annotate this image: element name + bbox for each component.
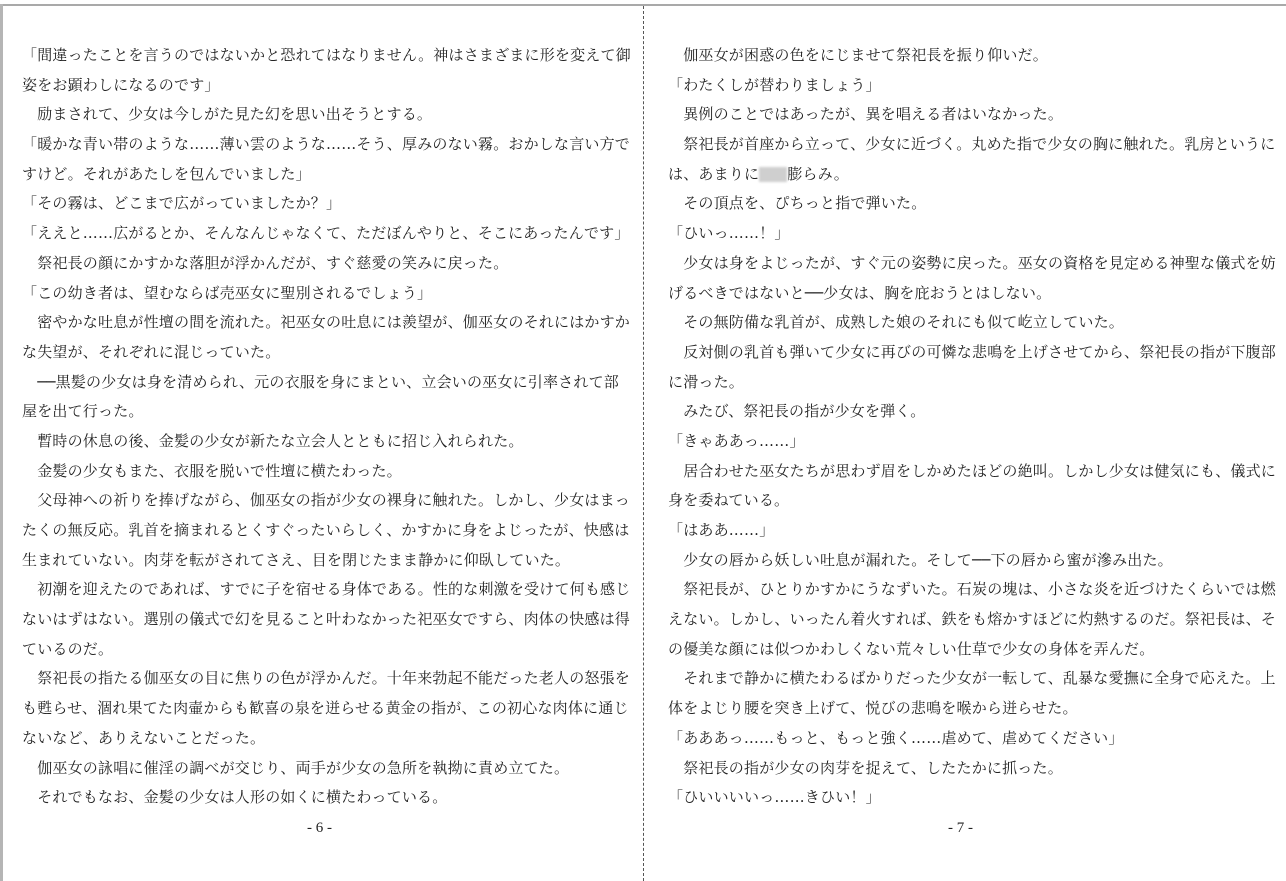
text-line: みたび、祭祀長の指が少女を弾く。	[668, 402, 926, 421]
text-line: 祭祀長が首座から立って、少女に近づく。丸めた指で少女の胸に触れた。乳房というに	[668, 135, 1276, 154]
text-line: に滑った。	[668, 372, 745, 391]
text-line: 反対側の乳首も弾いて少女に再びの可憐な悲鳴を上げさせてから、祭祀長の指が下腹部	[668, 342, 1277, 361]
text-line: 生まれていない。肉芽を転がされてさえ、目を閉じたまま静かに仰臥していた。	[22, 550, 571, 569]
text-line: 体をよじり腰を突き上げて、悦びの悲鳴を喉から迸らせた。	[668, 699, 1078, 718]
text-line: それでもなお、金髪の少女は人形の如くに横たわっている。	[22, 788, 448, 807]
text-line: 「暖かな青い帯のような……薄い雲のような……そう、厚みのない霧。おかしな言い方で	[22, 135, 631, 154]
text-line: 「その霧は、どこまで広がっていましたか？」	[22, 194, 342, 213]
text-line: も甦らせ、涸れ果てた肉壷からも歓喜の泉を迸らせる黄金の指が、この初心な肉体に通じ	[22, 699, 629, 718]
text-line: 少女は身をよじったが、すぐ元の姿勢に戻った。巫女の資格を見定める神聖な儀式を妨	[668, 253, 1277, 272]
page-6-body	[22, 41, 632, 813]
text-line: 姿をお顕わしになるのです」	[22, 75, 220, 94]
text-line: ないなど、ありえないことだった。	[22, 728, 266, 747]
text-line: 密やかな吐息が性壇の間を流れた。祀巫女の吐息には羨望が、伽巫女のそれにはかすか	[22, 313, 631, 332]
text-line: ──黒髪の少女は身を清められ、元の衣服を身にまとい、立会いの巫女に引率されて部	[22, 372, 619, 391]
text-line: 父母神への祈りを捧げながら、伽巫女の指が少女の裸身に触れた。しかし、少女はまっ	[22, 491, 631, 510]
text-line: 「ええと……広がるとか、そんなんじゃなくて、ただぼんやりと、そこにあったんです」	[22, 224, 630, 243]
text-line: 「この幼き者は、望むならば売巫女に聖別されるでしょう」	[22, 283, 433, 302]
text-line: な失望が、それぞれに混じっていた。	[22, 342, 281, 361]
text-line: 「はああ……」	[668, 521, 775, 539]
text-line: 「間違ったことを言うのではないかと恐れてはなりません。神はさまざまに形を変えて御	[22, 46, 631, 64]
text-line: ているのだ。	[22, 639, 114, 658]
page-7-body	[668, 41, 1278, 813]
page-left-border	[0, 4, 3, 881]
text-line: たくの無反応。乳首を摘まれるとくすぐったいらしく、かすかに身をよじったが、快感は	[22, 521, 630, 539]
text-line: 「わたくしが替わりましょう」	[668, 75, 881, 94]
text-line: 初潮を迎えたのであれば、すでに子を宿せる身体である。性的な刺激を受けて何も感じ	[22, 580, 631, 599]
page-number-6: - 6 -	[307, 820, 332, 836]
text-line: 金髪の少女もまた、衣服を脱いで性壇に横たわった。	[22, 461, 402, 480]
text-line: げるべきではないと──少女は、胸を庇おうとはしない。	[668, 283, 1052, 302]
redacted-blur	[759, 167, 787, 182]
text-line: 祭祀長の指たる伽巫女の目に焦りの色が浮かんだ。十年来勃起不能だった老人の怒張を	[22, 669, 631, 688]
text-line: 「ひいっ……！」	[668, 224, 790, 243]
text-line: 伽巫女が困惑の色をにじませて祭祀長を振り仰いだ。	[668, 46, 1049, 64]
text-segment: 膨らみ。	[787, 164, 849, 183]
page-spread-divider	[643, 6, 644, 881]
text-line: 居合わせた巫女たちが思わず眉をしかめたほどの絶叫。しかし少女は健気にも、儀式に	[668, 461, 1277, 480]
text-segment: は、あまりに	[668, 164, 760, 183]
text-line: それまで静かに横たわるばかりだった少女が一転して、乱暴な愛撫に全身で応えた。上	[668, 669, 1276, 688]
text-line: ないはずはない。選別の儀式で幻を見ること叶わなかった祀巫女ですら、肉体の快感は得	[22, 610, 631, 629]
text-line: 「ひいいいいっ……きひい！」	[668, 788, 881, 807]
text-line: 祭祀長の顔にかすかな落胆が浮かんだが、すぐ慈愛の笑みに戻った。	[22, 253, 509, 272]
text-line: 異例のことではあったが、異を唱える者はいなかった。	[668, 105, 1064, 124]
text-line: すけど。それがあたしを包んでいました」	[22, 164, 311, 183]
text-line: 暫時の休息の後、金髪の少女が新たな立会人とともに招じ入れられた。	[22, 431, 524, 450]
text-line: 身を委ねている。	[668, 491, 790, 510]
text-line	[668, 160, 1278, 190]
text-line: その無防備な乳首が、成熟した娘のそれにも似て屹立していた。	[668, 313, 1125, 332]
text-line: えない。しかし、いったん着火すれば、鉄をも熔かすほどに灼熱するのだ。祭祀長は、そ	[668, 610, 1277, 629]
text-line: 屋を出て行った。	[22, 402, 144, 421]
text-line: 「あああっ……もっと、もっと強く……虐めて、虐めてください」	[668, 728, 1124, 747]
text-line: 少女の唇から妖しい吐息が漏れた。そして──下の唇から蜜が滲み出た。	[668, 550, 1173, 569]
text-line: 励まされて、少女は今しがた見た幻を思い出そうとする。	[22, 105, 433, 124]
text-line: 伽巫女の詠唱に催淫の調べが交じり、両手が少女の急所を執拗に責め立てた。	[22, 758, 570, 777]
text-line: 「きゃああっ……」	[668, 431, 805, 450]
page-number-7: - 7 -	[948, 820, 973, 836]
text-line: の優美な顔には似つかわしくない荒々しい仕草で少女の身体を弄んだ。	[668, 639, 1155, 658]
text-line: その頂点を、ぴちっと指で弾いた。	[668, 194, 927, 213]
text-line: 祭祀長の指が少女の肉芽を捉えて、したたかに抓った。	[668, 758, 1063, 777]
text-line: 祭祀長が、ひとりかすかにうなずいた。石炭の塊は、小さな炎を近づけたくらいでは燃	[668, 580, 1277, 599]
